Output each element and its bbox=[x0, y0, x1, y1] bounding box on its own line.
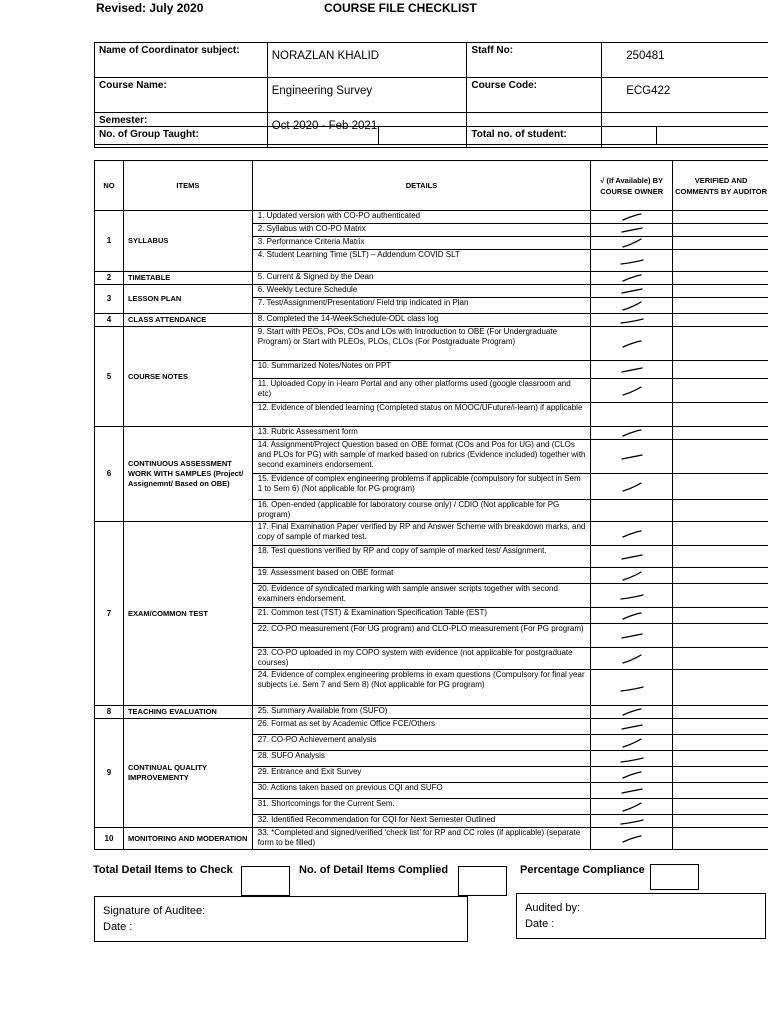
group-info-table bbox=[94, 126, 768, 145]
item-detail: 15. Evidence of complex engineering problems if applicable (compulsory for subject in Sem 1 to Sem 6) (Not applicable for PG program) bbox=[252, 474, 590, 500]
auditor-comment-cell[interactable] bbox=[673, 735, 768, 751]
auditor-comment-cell[interactable] bbox=[673, 608, 768, 624]
item-category: SYLLABUS bbox=[123, 211, 252, 272]
auditor-comment-cell[interactable] bbox=[673, 211, 768, 224]
col-verified-header: VERIFIED AND COMMENTS BY AUDITOR bbox=[673, 161, 768, 211]
auditor-comment-cell[interactable] bbox=[673, 828, 768, 850]
auditor-comment-cell[interactable] bbox=[673, 767, 768, 783]
item-detail: 5. Current & Signed by the Dean bbox=[252, 272, 590, 285]
item-detail: 9. Start with PEOs, POs, COs and LOs with Introduction to OBE (For Undergraduate Program) or Start with PLEOs, PLOs, CLOs (For Postgraduate Program) bbox=[252, 327, 590, 361]
checkmark-icon bbox=[619, 300, 645, 312]
availability-check-cell[interactable] bbox=[591, 624, 673, 648]
item-category: TIMETABLE bbox=[123, 272, 252, 285]
checkmark-icon bbox=[619, 451, 645, 463]
checkmark-icon bbox=[619, 364, 645, 376]
item-detail: 2. Syllabus with CO-PO Matrix bbox=[252, 224, 590, 237]
coordinator-label: Name of Coordinator subject: bbox=[95, 43, 268, 78]
auditor-comment-cell[interactable] bbox=[673, 546, 768, 568]
checkmark-icon bbox=[619, 737, 645, 749]
item-detail: 33. *Completed and signed/verified ‘check list’ for RP and CC roles (if applicable) (separate form to be filled) bbox=[252, 828, 590, 850]
checkmark-icon bbox=[619, 272, 645, 284]
item-category: TEACHING EVALUATION bbox=[123, 706, 252, 719]
checkmark-icon bbox=[619, 610, 645, 622]
checkmark-icon bbox=[619, 481, 645, 493]
item-detail: 30. Actions taken based on previous CQI and SUFO bbox=[252, 783, 590, 799]
percentage-box[interactable] bbox=[650, 864, 699, 890]
row-number: 5 bbox=[95, 327, 124, 427]
checklist-row bbox=[95, 327, 768, 361]
row-number: 4 bbox=[95, 314, 124, 327]
checklist-body bbox=[95, 211, 768, 850]
auditor-comment-cell[interactable] bbox=[673, 403, 768, 427]
auditor-comment-cell[interactable] bbox=[673, 522, 768, 546]
checkmark-icon bbox=[619, 314, 645, 326]
availability-check-cell[interactable] bbox=[591, 608, 673, 624]
checkmark-icon bbox=[619, 224, 645, 236]
availability-check-cell[interactable] bbox=[591, 706, 673, 719]
availability-check-cell[interactable] bbox=[591, 224, 673, 237]
auditee-date-label: Date : bbox=[103, 921, 133, 933]
item-detail: 24. Evidence of complex engineering problems in exam questions (Compulsory for final year subjects i.e. Sem 7 and Sem 8) (Not applicable for PG program) bbox=[252, 670, 590, 706]
checkmark-icon bbox=[619, 255, 645, 267]
item-detail: 27. CO-PO Achievement analysis bbox=[252, 735, 590, 751]
auditor-comment-cell[interactable] bbox=[673, 584, 768, 608]
item-detail: 4. Student Learning Time (SLT) – Addendum COVID SLT bbox=[252, 250, 590, 272]
auditor-comment-cell[interactable] bbox=[673, 500, 768, 522]
coordinator-value: NORAZLAN KHALID bbox=[267, 43, 467, 78]
availability-check-cell[interactable] bbox=[591, 799, 673, 815]
auditor-comment-cell[interactable] bbox=[673, 751, 768, 767]
availability-check-cell[interactable] bbox=[591, 379, 673, 403]
item-detail: 17. Final Examination Paper verified by RP and Answer Scheme with breakdown marks, and copy of sample of marked test. bbox=[252, 522, 590, 546]
availability-check-cell[interactable] bbox=[591, 735, 673, 751]
item-detail: 26. Format as set by Academic Office FCE/Others bbox=[252, 719, 590, 735]
item-detail: 20. Evidence of syndicated marking with sample answer scripts together with second examiners endorsement. bbox=[252, 584, 590, 608]
auditor-comment-cell[interactable] bbox=[673, 272, 768, 285]
checklist-row bbox=[95, 211, 768, 224]
availability-check-cell[interactable] bbox=[591, 440, 673, 474]
auditor-comment-cell[interactable] bbox=[673, 670, 768, 706]
checkmark-icon bbox=[619, 682, 645, 694]
availability-check-cell[interactable] bbox=[591, 211, 673, 224]
item-detail: 29. Entrance and Exit Survey bbox=[252, 767, 590, 783]
checkmark-icon bbox=[619, 237, 645, 249]
item-detail: 22. CO-PO measurement (For UG program) and CLO-PLO measurement (For PG program) bbox=[252, 624, 590, 648]
total-items-box[interactable] bbox=[241, 866, 290, 896]
item-detail: 11. Uploaded Copy in i-learn Portal and any other platforms used (google classroom and etc) bbox=[252, 379, 590, 403]
item-detail: 25. Summary Available from (SUFO) bbox=[252, 706, 590, 719]
availability-check-cell[interactable] bbox=[591, 522, 673, 546]
staff-no-value: 250481 bbox=[602, 43, 768, 78]
row-number: 6 bbox=[95, 427, 124, 522]
students-blank bbox=[657, 127, 768, 145]
students-value[interactable] bbox=[602, 127, 657, 145]
auditee-signature-box[interactable] bbox=[94, 896, 468, 942]
item-category: COURSE NOTES bbox=[123, 327, 252, 427]
checklist-row bbox=[95, 706, 768, 719]
complied-items-label: No. of Detail Items Complied bbox=[299, 864, 449, 876]
item-category: EXAM/COMMON TEST bbox=[123, 522, 252, 706]
item-detail: 3. Performance Criteria Matrix bbox=[252, 237, 590, 250]
availability-check-cell[interactable] bbox=[591, 403, 673, 427]
auditor-comment-cell[interactable] bbox=[673, 285, 768, 298]
groups-label: No. of Group Taught: bbox=[95, 127, 268, 145]
checkmark-icon bbox=[619, 753, 645, 765]
availability-check-cell[interactable] bbox=[591, 815, 673, 828]
item-category: CONTINUAL QUALITY IMPROVEMENTY bbox=[123, 719, 252, 828]
col-details-header: DETAILS bbox=[252, 161, 590, 211]
item-detail: 14. Assignment/Project Question based on OBE format (COs and Pos for UG) and (CLOs and PLOs for PG) with sample of marked based on rubrics (Evidence included) together with second examiners endorsement. bbox=[252, 440, 590, 474]
row-number: 7 bbox=[95, 522, 124, 706]
groups-value[interactable] bbox=[267, 127, 378, 145]
groups-blank bbox=[378, 127, 467, 145]
complied-items-box[interactable] bbox=[458, 866, 507, 896]
semester-label: Semester: bbox=[95, 113, 268, 148]
item-detail: 28. SUFO Analysis bbox=[252, 751, 590, 767]
checklist-row bbox=[95, 719, 768, 735]
item-category: MONITORING AND MODERATION bbox=[123, 828, 252, 850]
auditor-comment-cell[interactable] bbox=[673, 474, 768, 500]
item-detail: 12. Evidence of blended learning (Completed status on MOOC/UFuture/i-learn) if applicable bbox=[252, 403, 590, 427]
availability-check-cell[interactable] bbox=[591, 474, 673, 500]
page-title: COURSE FILE CHECKLIST bbox=[324, 1, 477, 15]
item-detail: 16. Open-ended (applicable for laboratory course only) / CDIO (Not applicable for PG program) bbox=[252, 500, 590, 522]
availability-check-cell[interactable] bbox=[591, 298, 673, 314]
availability-check-cell[interactable] bbox=[591, 546, 673, 568]
auditor-signature-label: Audited by: bbox=[525, 902, 581, 914]
availability-check-cell[interactable] bbox=[591, 783, 673, 799]
auditor-comment-cell[interactable] bbox=[673, 298, 768, 314]
checkmark-icon bbox=[619, 285, 645, 297]
row-number: 2 bbox=[95, 272, 124, 285]
row-number: 10 bbox=[95, 828, 124, 850]
course-name-label: Course Name: bbox=[95, 78, 268, 113]
auditor-comment-cell[interactable] bbox=[673, 815, 768, 828]
item-detail: 1. Updated version with CO-PO authenticated bbox=[252, 211, 590, 224]
availability-check-cell[interactable] bbox=[591, 648, 673, 670]
availability-check-cell[interactable] bbox=[591, 314, 673, 327]
checkmark-icon bbox=[619, 785, 645, 797]
availability-check-cell[interactable] bbox=[591, 237, 673, 250]
availability-check-cell[interactable] bbox=[591, 250, 673, 272]
item-detail: 18. Test questions verified by RP and copy of sample of marked test/ Assignment. bbox=[252, 546, 590, 568]
checkmark-icon bbox=[619, 590, 645, 602]
availability-check-cell[interactable] bbox=[591, 751, 673, 767]
col-no-header: NO bbox=[95, 161, 124, 211]
checklist-row bbox=[95, 285, 768, 298]
checkmark-icon bbox=[619, 815, 645, 827]
row-number: 9 bbox=[95, 719, 124, 828]
availability-check-cell[interactable] bbox=[591, 361, 673, 379]
availability-check-cell[interactable] bbox=[591, 568, 673, 584]
auditor-comment-cell[interactable] bbox=[673, 648, 768, 670]
item-detail: 8. Completed the 14-WeekSchedule-ODL class log bbox=[252, 314, 590, 327]
col-items-header: ITEMS bbox=[123, 161, 252, 211]
checkmark-icon bbox=[619, 551, 645, 563]
auditor-comment-cell[interactable] bbox=[673, 237, 768, 250]
auditor-comment-cell[interactable] bbox=[673, 783, 768, 799]
checklist-row bbox=[95, 427, 768, 440]
col-available-header: √ (If Available) BY COURSE OWNER bbox=[591, 161, 673, 211]
availability-check-cell[interactable] bbox=[591, 767, 673, 783]
item-detail: 7. Test/Assignment/Presentation/ Field trip indicated in Plan bbox=[252, 298, 590, 314]
checklist-row bbox=[95, 828, 768, 850]
availability-check-cell[interactable] bbox=[591, 670, 673, 706]
course-code-label: Course Code: bbox=[467, 78, 602, 113]
checkmark-icon bbox=[619, 427, 645, 439]
checkmark-icon bbox=[619, 769, 645, 781]
auditor-comment-cell[interactable] bbox=[673, 706, 768, 719]
auditor-comment-cell[interactable] bbox=[673, 314, 768, 327]
auditor-comment-cell[interactable] bbox=[673, 327, 768, 361]
item-category: CONTINUOUS ASSESSMENT WORK WITH SAMPLES (Project/ Assignemnt/ Based on OBE) bbox=[123, 427, 252, 522]
auditor-comment-cell[interactable] bbox=[673, 361, 768, 379]
row-number: 1 bbox=[95, 211, 124, 272]
availability-check-cell[interactable] bbox=[591, 272, 673, 285]
checkmark-icon bbox=[619, 211, 645, 223]
item-detail: 19. Assessment based on OBE format bbox=[252, 568, 590, 584]
auditee-signature-label: Signature of Auditee: bbox=[103, 905, 206, 917]
item-detail: 6. Weekly Lecture Schedule bbox=[252, 285, 590, 298]
auditor-comment-cell[interactable] bbox=[673, 427, 768, 440]
revision-date: Revised: July 2020 bbox=[96, 1, 204, 15]
checkmark-icon bbox=[619, 706, 645, 718]
auditor-comment-cell[interactable] bbox=[673, 250, 768, 272]
item-detail: 23. CO-PO uploaded in my COPO system with evidence (not applicable for postgraduate courses) bbox=[252, 648, 590, 670]
row-number: 3 bbox=[95, 285, 124, 314]
students-label: Total no. of student: bbox=[467, 127, 602, 145]
checklist-table bbox=[94, 160, 768, 850]
checkmark-icon bbox=[619, 570, 645, 582]
staff-no-label: Staff No: bbox=[467, 43, 602, 78]
availability-check-cell[interactable] bbox=[591, 500, 673, 522]
total-items-label: Total Detail Items to Check bbox=[93, 864, 233, 876]
checklist-row bbox=[95, 314, 768, 327]
item-category: CLASS ATTENDANCE bbox=[123, 314, 252, 327]
availability-check-cell[interactable] bbox=[591, 719, 673, 735]
item-detail: 10. Summarized Notes/Notes on PPT bbox=[252, 361, 590, 379]
row-number: 8 bbox=[95, 706, 124, 719]
checkmark-icon bbox=[619, 653, 645, 665]
availability-check-cell[interactable] bbox=[591, 327, 673, 361]
checkmark-icon bbox=[619, 721, 645, 733]
availability-check-cell[interactable] bbox=[591, 285, 673, 298]
item-detail: 13. Rubric Assessment form bbox=[252, 427, 590, 440]
checkmark-icon bbox=[619, 385, 645, 397]
checklist-row bbox=[95, 272, 768, 285]
checkmark-icon bbox=[619, 630, 645, 642]
checkmark-icon bbox=[619, 528, 645, 540]
auditor-comment-cell[interactable] bbox=[673, 719, 768, 735]
auditor-comment-cell[interactable] bbox=[673, 568, 768, 584]
checkmark-icon bbox=[619, 801, 645, 813]
item-category: LESSON PLAN bbox=[123, 285, 252, 314]
checklist-row bbox=[95, 522, 768, 546]
availability-check-cell[interactable] bbox=[591, 427, 673, 440]
auditor-date-label: Date : bbox=[525, 918, 555, 930]
auditor-comment-cell[interactable] bbox=[673, 440, 768, 474]
course-name-value: Engineering Survey bbox=[267, 78, 467, 113]
checkmark-icon bbox=[619, 338, 645, 350]
auditor-signature-box[interactable] bbox=[516, 893, 766, 939]
auditor-comment-cell[interactable] bbox=[673, 224, 768, 237]
percentage-label: Percentage Compliance bbox=[520, 864, 645, 876]
item-detail: 21. Common test (TST) & Examination Specification Table (EST) bbox=[252, 608, 590, 624]
auditor-comment-cell[interactable] bbox=[673, 799, 768, 815]
checkmark-icon bbox=[619, 833, 645, 845]
item-detail: 31. Shortcomings for the Current Sem. bbox=[252, 799, 590, 815]
availability-check-cell[interactable] bbox=[591, 584, 673, 608]
auditor-comment-cell[interactable] bbox=[673, 624, 768, 648]
semester-value: Oct 2020 - Feb 2021 bbox=[267, 113, 467, 148]
auditor-comment-cell[interactable] bbox=[673, 379, 768, 403]
item-detail: 32. Identified Recommendation for CQI for Next Semester Outlined bbox=[252, 815, 590, 828]
availability-check-cell[interactable] bbox=[591, 828, 673, 850]
course-code-value: ECG422 bbox=[602, 78, 768, 113]
